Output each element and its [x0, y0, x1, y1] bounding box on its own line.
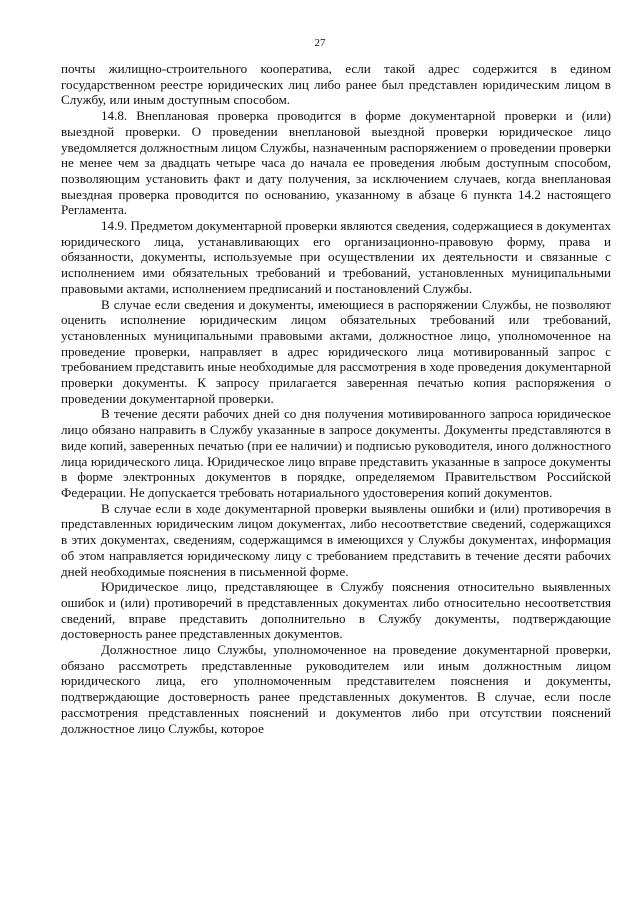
paragraph-errors: В случае если в ходе документарной проверки выявлены ошибки и (или) противоречия в представленных юридическим лицом документах, либо несоответствие сведений, содержащихся в этих документах, сведениям, содержащимся в имеющихся у Службы документах, информация об этом направляется юридическому лицу с требованием представить в течение десяти рабочих дней необходимые пояснения в письменной форме. [61, 500, 611, 579]
page-number: 27 [314, 37, 326, 49]
paragraph-request-documents: В случае если сведения и документы, имеющиеся в распоряжении Службы, не позволяют оценить исполнение юридическим лицом обязательных требований или требований, установленных муниципальными правовыми актами, должностное лицо, уполномоченное на проведение проверки, направляет в адрес юридического лица мотивированный запрос с требованием представить иные необходимые для рассмотрения в ходе проведения документарной проверки документы. К запросу прилагается заверенная печатью копия распоряжения о проведении документарной проверки. [61, 296, 611, 406]
document-body [61, 61, 611, 736]
paragraph-official-review: Должностное лицо Службы, уполномоченное на проведение документарной проверки, обязано рассмотреть представленные руководителем или иным должностным лицом юридического лица, его уполномоченным представителем пояснения и документы, подтверждающие достоверность ранее представленных документов. В случае, если после рассмотрения представленных пояснений и документов либо при отсутствии пояснений должностное лицо Службы, которое [61, 642, 611, 736]
paragraph-14-9: 14.9. Предметом документарной проверки являются сведения, содержащиеся в документах юридического лица, устанавливающих его организационно-правовую форму, права и обязанности, документы, используемые при осуществлении их деятельности и связанные с исполнением ими обязательных требований и требований, установленных муниципальными правовыми актами, исполнением предписаний и постановлений Службы. [61, 218, 611, 296]
paragraph-continuation: почты жилищно-строительного кооператива, если такой адрес содержится в едином государственном реестре юридических лиц либо ранее был представлен юридическим лицом в Службу, или иным доступным способом. [61, 61, 611, 108]
paragraph-14-8: 14.8. Внеплановая проверка проводится в форме документарной проверки и (или) выездной проверки. О проведении внеплановой выездной проверки юридическое лицо уведомляется должностным лицом Службы, назначенным распоряжением о проведении проверки не менее чем за двадцать четыре часа до начала ее проведения любым доступным способом, позволяющим установить факт и дату получения, за исключением случаев, когда внеплановая выездная проверка проводится по основанию, указанному в абзаце 6 пункта 14.2 настоящего Регламента. [61, 108, 611, 218]
paragraph-ten-days: В течение десяти рабочих дней со дня получения мотивированного запроса юридическое лицо обязано направить в Службу указанные в запросе документы. Документы представляются в виде копий, заверенных печатью (при ее наличии) и подписью руководителя, иного должностного лица юридического лица. Юридическое лицо вправе представить указанные в запросе документы в форме электронных документов в порядке, определяемом Правительством Российской Федерации. Не допускается требовать нотариального удостоверения копий документов. [61, 406, 611, 500]
paragraph-explanations: Юридическое лицо, представляющее в Службу пояснения относительно выявленных ошибок и (или) противоречий в представленных документах либо относительно несоответствия сведений, вправе представить дополнительно в Службу документы, подтверждающие достоверность ранее представленных документов. [61, 579, 611, 642]
